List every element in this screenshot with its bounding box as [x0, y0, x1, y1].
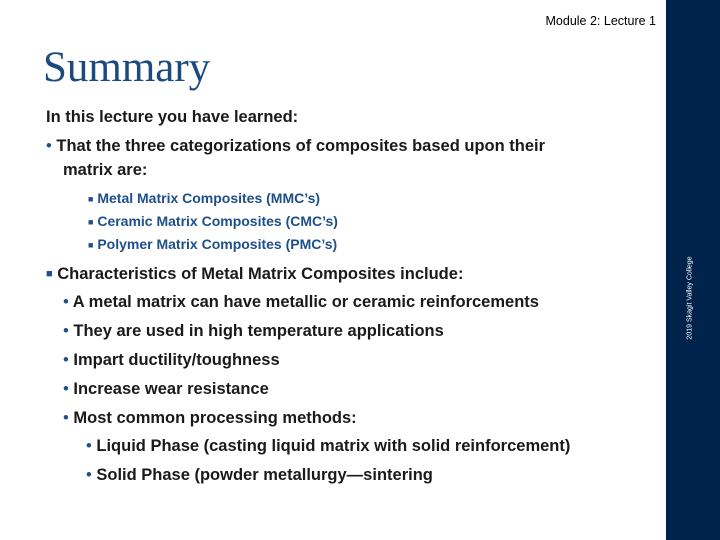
- square-bullet-icon: ■: [88, 194, 94, 204]
- method-text: Liquid Phase (casting liquid matrix with solid reinforcement): [96, 437, 571, 455]
- bullet-dot-icon: •: [63, 380, 69, 398]
- page-title: Summary: [43, 44, 211, 91]
- bullet-dot-icon: •: [86, 466, 92, 484]
- characteristic-item: [63, 293, 539, 312]
- bullet-categorizations-text: That the three categorizations of composites based upon their: [56, 137, 546, 155]
- bullet-dot-icon: •: [46, 137, 52, 155]
- category-label: Metal Matrix Composites (MMC’s): [97, 190, 321, 206]
- bullet-dot-icon: •: [63, 409, 69, 427]
- method-text: Solid Phase (powder metallurgy—sintering: [96, 466, 433, 484]
- bullet-dot-icon: •: [63, 293, 69, 311]
- characteristics-heading: [46, 265, 463, 284]
- characteristic-item: [63, 351, 280, 370]
- bullet-dot-icon: •: [86, 437, 92, 455]
- characteristic-item: [63, 409, 357, 428]
- square-bullet-icon: ■: [46, 268, 53, 280]
- bullet-dot-icon: •: [63, 322, 69, 340]
- bullet-categorizations: [46, 137, 545, 156]
- square-bullet-icon: ■: [88, 240, 94, 250]
- characteristic-text: Impart ductility/toughness: [73, 351, 280, 369]
- category-item: [88, 213, 338, 229]
- characteristic-text: Increase wear resistance: [73, 380, 269, 398]
- category-item: [88, 236, 337, 252]
- category-label: Polymer Matrix Composites (PMC’s): [97, 236, 338, 252]
- method-item: [86, 437, 570, 456]
- intro-text: In this lecture you have learned:: [46, 108, 299, 126]
- characteristic-item: [63, 322, 444, 341]
- characteristic-text: A metal matrix can have metallic or ceramic reinforcements: [72, 293, 539, 311]
- sidebar-label: 2019 Skagit Valley College: [686, 256, 694, 340]
- bullet-categorizations-cont: matrix are:: [63, 161, 148, 179]
- bullet-dot-icon: •: [63, 351, 69, 369]
- category-label: Ceramic Matrix Composites (CMC’s): [97, 213, 338, 229]
- characteristic-item: [63, 380, 269, 399]
- square-bullet-icon: ■: [88, 217, 94, 227]
- characteristic-text: They are used in high temperature applications: [73, 322, 444, 340]
- characteristic-text: Most common processing methods:: [73, 409, 357, 427]
- module-header: Module 2: Lecture 1: [545, 14, 656, 28]
- method-item: [86, 466, 433, 485]
- characteristics-heading-text: Characteristics of Metal Matrix Composites include:: [57, 265, 464, 283]
- category-item: [88, 190, 320, 206]
